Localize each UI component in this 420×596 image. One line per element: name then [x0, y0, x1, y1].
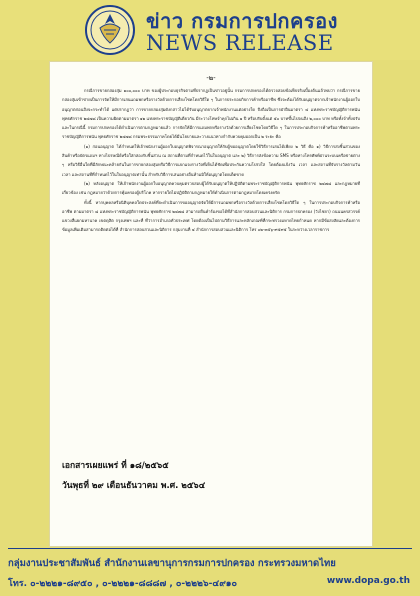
header-title-english: NEWS RELEASE	[146, 31, 334, 55]
press-release-document	[50, 62, 372, 546]
document-body	[62, 86, 360, 235]
body-paragraph: (๑) ก่อนอนุญาต ได้กำหนดให้เจ้าพนักงานผู้ออกใบอนุญาตพิจารณาอนุญาตให้กับผู้ขออนุญาตโดยใช้วิธีการเล่นได้เพียง ๒ วิธี คือ ๑) วิธีการส่งชิ้นส่วนของสินค้าหรือบัตรแถมฯ ทางไปรษณีย์หรือใส่กล่องรับชิ้นส่วน ณ สถานที่ตามที่กำหนดไว้ในใบอนุญาต และ ๒) วิธีการส่งข้อความ SMS หรือทางโทรศัพท์ผ่านระบบเครือข่ายต่าง ๆ หรือวิธีอื่นใดที่มีลักษณะคล้ายกันในการขายกล่องสุ่มหรือวิธีการแจกแจงรางวัลที่เห็นได้ชัดเพื่อประกันความโปร่งใส โดยต้องแจ้งวัน เวลา และสถานที่จับรางวัลตามวัน เวลา และสถานที่ที่กำหนดไว้ในใบอนุญาตเท่านั้น สำหรับวิธีการเล่นอย่างอื่นห้ามมิให้อนุญาตโดยเด็ดขาด	[62, 143, 360, 177]
footer-agency: กลุ่มงานประชาสัมพันธ์ สำนักงานเลขานุการกรมการปกครอง กระทรวงมหาดไทย	[8, 558, 336, 569]
body-paragraph: กรณีการขายกล่องสุ่ม ๑๐๐,๐๐๐ บาท ของผู้ประกอบธุรกิจตามที่ปรากฏเป็นข่าวอยู่นั้น กรมการปกครองได้ตรวจสอบข้อเท็จจริงเบื้องต้นแล้วพบว่า กรณีการขายกล่องสุ่มเข้าข่ายเป็นการจัดให้มีการเล่นแถมพกหรือรางวัลด้วยการเสี่ยงโชคโดยวิธีใด ๆ ในการประกอบกิจการค้าหรืออาชีพ ซึ่งจะต้องได้รับอนุญาตจากเจ้าพนักงานผู้ออกใบอนุญาตก่อนถึงจะกระทำได้ แต่ปรากฏว่า การขายกล่องสุ่มดังกล่าวไม่ได้รับอนุญาตจากเจ้าพนักงานแต่อย่างใด จึงถือเป็นการฝ่าฝืนมาตรา ๔ แห่งพระราชบัญญัติการพนัน พุทธศักราช ๒๔๗๘ เป็นความผิดตามมาตรา ๑๒ แห่งพระราชบัญญัติเดียวกัน มีระวางโทษจำคุกไม่เกิน ๑ ปี หรือปรับตั้งแต่ ๕๐ บาทขึ้นไปจนถึง ๒,๐๐๐ บาท หรือทั้งจำทั้งปรับ และในกรณีนี้ กรมการปกครองได้ดำเนินการตามกฎหมายแล้ว การจัดให้มีการแถมพกหรือรางวัลด้วยการเสี่ยงโชคโดยวิธีใด ๆ ในการประกอบกิจการค้าหรืออาชีพตามพระราชบัญญัติการพนัน พุทธศักราช ๒๔๗๘ กรมพระธรรมภาคโดยได้มีนโยบายและวางแนวทางกำกับควบคุมออกเป็น ๒ ระยะ คือ	[62, 88, 360, 140]
body-paragraph: ทั้งนี้ หากบุคคลหรือนิติบุคคลใดประสงค์ที่จะดำเนินการขออนุญาตจัดให้มีการแถมพกหรือรางวัลด้วยการเสี่ยงโชคโดยวิธีใด ๆ ในการประกอบกิจการค้าหรืออาชีพ ตามมาตรา ๘ แห่งพระราชบัญญัติการพนัน พุทธศักราช ๒๔๗๘ สามารถยื่นคำร้องขอได้ที่สำนักการสอบสวนและนิติการ กรมการปกครอง (วังไชยา) ถนนนครสวรรค์ แขวงสี่แยกมหานาค เขตดุสิต กรุงเทพฯ และที่ ที่ว่าการอำเภอทั่วประเทศ โดยต้องเป็นไปตามวิธีการและหลักเกณฑ์ที่กระทรวงมหาดไทยกำหนด หากมีข้อสงสัยและต้องการข้อมูลเพิ่มเติมสามารถติดต่อได้ที่ สำนักการสอบสวนและนิติการ กลุ่มงานที่ ๔ สำนักการสอบสวนและนิติการ โทร ๐๒-๓๕๖-๙๕๙๕ ในระหว่างเวลาราชการ	[62, 199, 360, 233]
news-header	[0, 0, 420, 60]
footer-website-link[interactable]: www.dopa.go.th	[326, 576, 410, 586]
body-paragraph: (๒) หลังอนุญาต ให้เจ้าพนักงานผู้ออกใบอนุญาตควบคุมตรวจสอบผู้ได้รับอนุญาตให้ปฏิบัติตามพระราชบัญญัติการพนัน พุทธศักราช ๒๔๗๘ และกฎหมายที่เกี่ยวข้อง เช่น กฎหมายว่าด้วยการคุ้มครองผู้บริโภค หากรายใดไม่ปฏิบัติตามกฎหมายให้ดำเนินการตามกฎหมายโดยเคร่งครัด	[62, 180, 360, 196]
footer-phone: โทร. ๐-๒๒๒๑-๘๙๕๐ , ๐-๒๒๒๑-๘๘๘๗ , ๐-๒๒๒๖-๔๙๑๐	[8, 579, 237, 589]
release-number: เอกสารเผยแพร่ ที่ ๑๘/๒๕๖๕	[62, 461, 169, 471]
footer-divider	[8, 548, 412, 549]
page-number: -๒-	[206, 74, 216, 82]
dopa-emblem-icon	[84, 4, 136, 56]
header-title-thai: ข่าว กรมการปกครอง	[146, 9, 338, 33]
release-date: วันพุธที่ ๒๙ เดือนธันวาคม พ.ศ. ๒๕๖๔	[62, 481, 206, 491]
